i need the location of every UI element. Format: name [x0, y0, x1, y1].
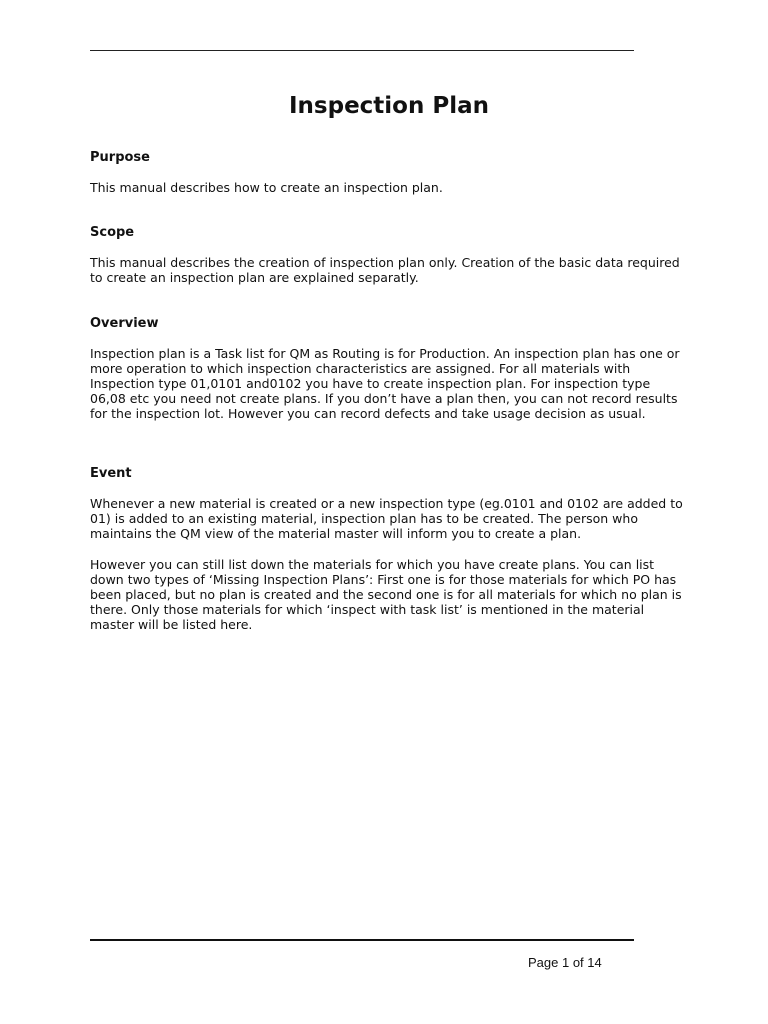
header-rule	[90, 50, 634, 51]
text-line: been placed, but no plan is created and the second one is for all materials for which no plan is	[90, 587, 682, 602]
text-line: 06,08 etc you need not create plans. If you don’t have a plan then, you can not record results	[90, 391, 678, 406]
section-heading-scope: Scope	[90, 225, 135, 240]
section-heading-overview: Overview	[90, 316, 159, 331]
overview-paragraph	[90, 346, 690, 421]
event-paragraph-2	[90, 557, 690, 632]
text-line: maintains the QM view of the material master will inform you to create a plan.	[90, 526, 582, 541]
text-line: there. Only those materials for which ‘inspect with task list’ is mentioned in the material	[90, 602, 645, 617]
purpose-paragraph	[90, 180, 690, 195]
footer-rule	[90, 939, 634, 941]
text-line: 01) is added to an existing material, inspection plan has to be created. The person who	[90, 511, 638, 526]
text-line: for the inspection lot. However you can record defects and take usage decision as usual.	[90, 406, 646, 421]
event-paragraph-1	[90, 496, 690, 541]
scope-paragraph	[90, 255, 690, 285]
text-line: Inspection type 01,0101 and0102 you have to create inspection plan. For inspection type	[90, 376, 651, 391]
text-line: down two types of ‘Missing Inspection Plans’: First one is for those materials for which PO has	[90, 572, 677, 587]
text-line: master will be listed here.	[90, 617, 253, 632]
text-line: Inspection plan is a Task list for QM as Routing is for Production. An inspection plan has one or	[90, 346, 680, 361]
document-title: Inspection Plan	[288, 93, 489, 119]
text-line: to create an inspection plan are explained separatly.	[90, 270, 419, 285]
text-line: However you can still list down the materials for which you have create plans. You can list	[90, 557, 655, 572]
text-line: more operation to which inspection characteristics are assigned. For all materials with	[90, 361, 631, 376]
text-line: Whenever a new material is created or a new inspection type (eg.0101 and 0102 are added to	[90, 496, 683, 511]
text-line: This manual describes the creation of inspection plan only. Creation of the basic data required	[90, 255, 680, 270]
section-heading-purpose: Purpose	[90, 150, 150, 165]
section-heading-event: Event	[90, 466, 132, 481]
text-line: This manual describes how to create an inspection plan.	[90, 180, 443, 195]
page-number: Page 1 of 14	[528, 955, 602, 970]
